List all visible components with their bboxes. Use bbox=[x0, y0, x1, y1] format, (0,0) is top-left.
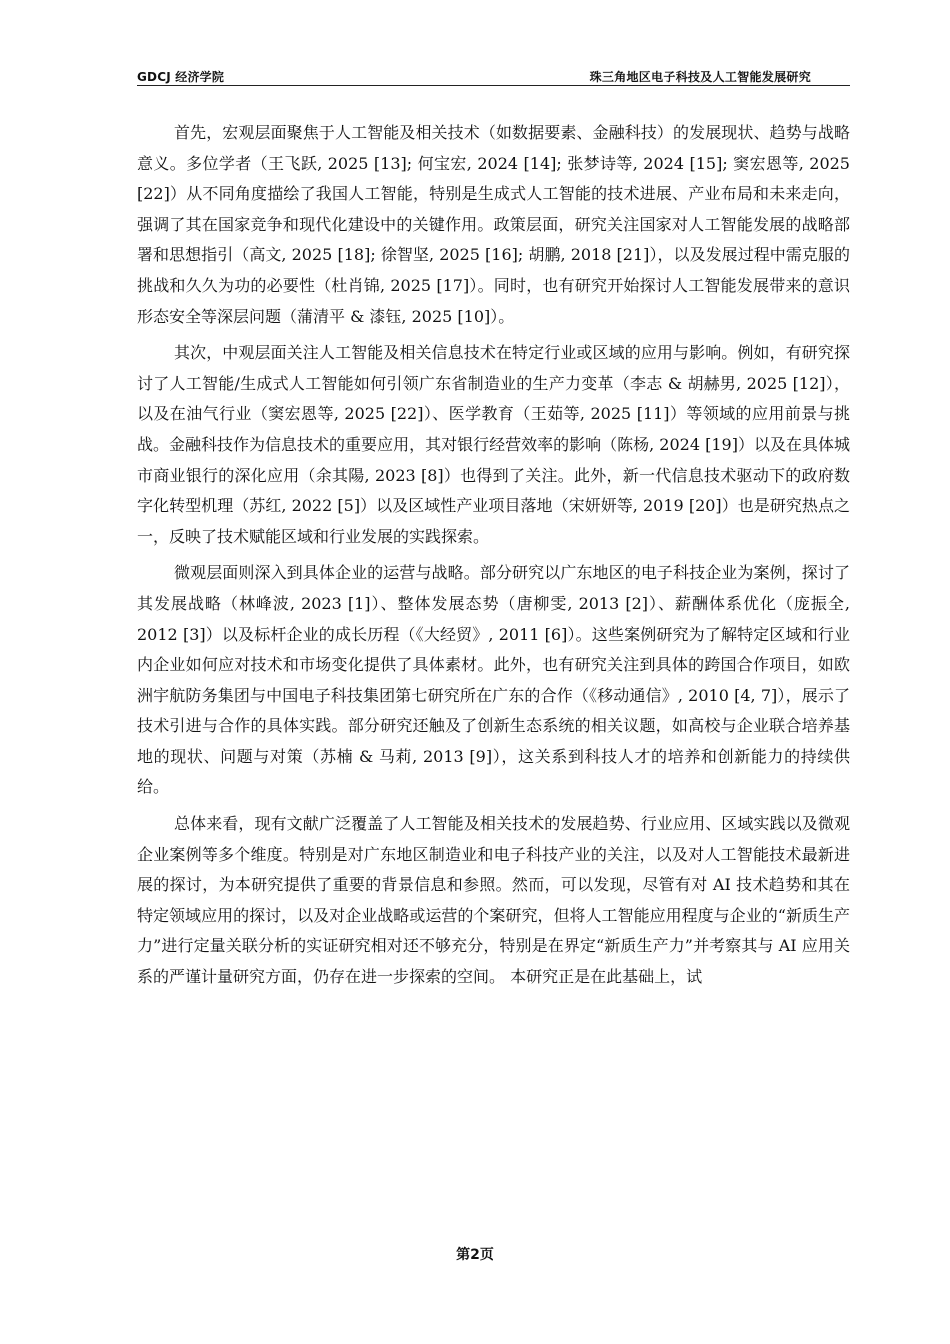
paragraph-micro-level: 微观层面则深入到具体企业的运营与战略。部分研究以广东地区的电子科技企业为案例，探讨了其发展战略（林峰波, 2023 [1]）、整体发展态势（唐柳雯, 2013 [2]）、薪酬体系优化（庞振全, 2012 [3]）以及标杆企业的成长历程（《大经贸》, 2011 [6]）。这些案例研究为了解特定区域和行业内企业如何应对技术和市场变化提供了具体素材。此外，也有研究关注到具体的跨国合作项目，如欧洲宇航防务集团与中国电子科技集团第七研究所在广东的合作（《移动通信》, 2010 [4, 7]），展示了技术引进与合作的具体实践。部分研究还触及了创新生态系统的相关议题，如高校与企业联合培养基地的现状、问题与对策（苏楠 & 马莉, 2013 [9]），这关系到科技人才的培养和创新能力的持续供给。 bbox=[137, 563, 850, 797]
header-divider bbox=[137, 85, 850, 86]
paragraph-meso-level: 其次，中观层面关注人工智能及相关信息技术在特定行业或区域的应用与影响。例如，有研究探讨了人工智能/生成式人工智能如何引领广东省制造业的生产力变革（李志 & 胡赫男, 2025 [12]），以及在油气行业（窦宏恩等, 2025 [22]）、医学教育（王茹等, 2025 [11]）等领域的应用前景与挑战。金融科技作为信息技术的重要应用，其对银行经营效率的影响（陈杨, 2024 [19]）以及在具体城市商业银行的深化应用（余其陽, 2023 [8]）也得到了关注。此外，新一代信息技术驱动下的政府数字化转型机理（苏红, 2022 [5]）以及区域性产业项目落地（宋妍妍等, 2019 [20]）也是研究热点之一，反映了技术赋能区域和行业发展的实践探索。 bbox=[137, 343, 850, 546]
header-report-title: 珠三角地区电子科技及人工智能发展研究 bbox=[589, 70, 811, 84]
page-header bbox=[137, 66, 850, 88]
paragraph-macro-level: 首先，宏观层面聚焦于人工智能及相关技术（如数据要素、金融科技）的发展现状、趋势与战略意义。多位学者（王飞跃, 2025 [13]; 何宝宏, 2024 [14]; 张梦诗等, 2024 [15]; 窦宏恩等, 2025 [22]）从不同角度描绘了我国人工智能，特别是生成式人工智能的技术进展、产业布局和未来走向，强调了其在国家竞争和现代化建设中的关键作用。政策层面，研究关注国家对人工智能发展的战略部署和思想指引（高文, 2025 [18]; 徐智坚, 2025 [16]; 胡鹏, 2018 [21]），以及发展过程中需克服的挑战和久久为功的必要性（杜肖锦, 2025 [17]）。同时，也有研究开始探讨人工智能发展带来的意识形态安全等深层问题（蒲清平 & 漆钰, 2025 [10]）。 bbox=[137, 123, 850, 326]
header-institution: GDCJ 经济学院 bbox=[137, 70, 225, 84]
paragraph-summary: 总体来看，现有文献广泛覆盖了人工智能及相关技术的发展趋势、行业应用、区域实践以及微观企业案例等多个维度。特别是对广东地区制造业和电子科技产业的关注，以及对人工智能技术最新进展的探讨，为本研究提供了重要的背景信息和参照。然而，可以发现，尽管有对 AI 技术趋势和其在特定领域应用的探讨，以及对企业战略或运营的个案研究，但将人工智能应用程度与企业的“新质生产力”进行定量关联分析的实证研究相对还不够充分，特别是在界定“新质生产力”并考察其与 AI 应用关系的严谨计量研究方面，仍存在进一步探索的空间。 本研究正是在此基础上，试 bbox=[137, 814, 850, 987]
page-number: 第2页 bbox=[456, 1247, 494, 1263]
body-text bbox=[137, 118, 850, 999]
